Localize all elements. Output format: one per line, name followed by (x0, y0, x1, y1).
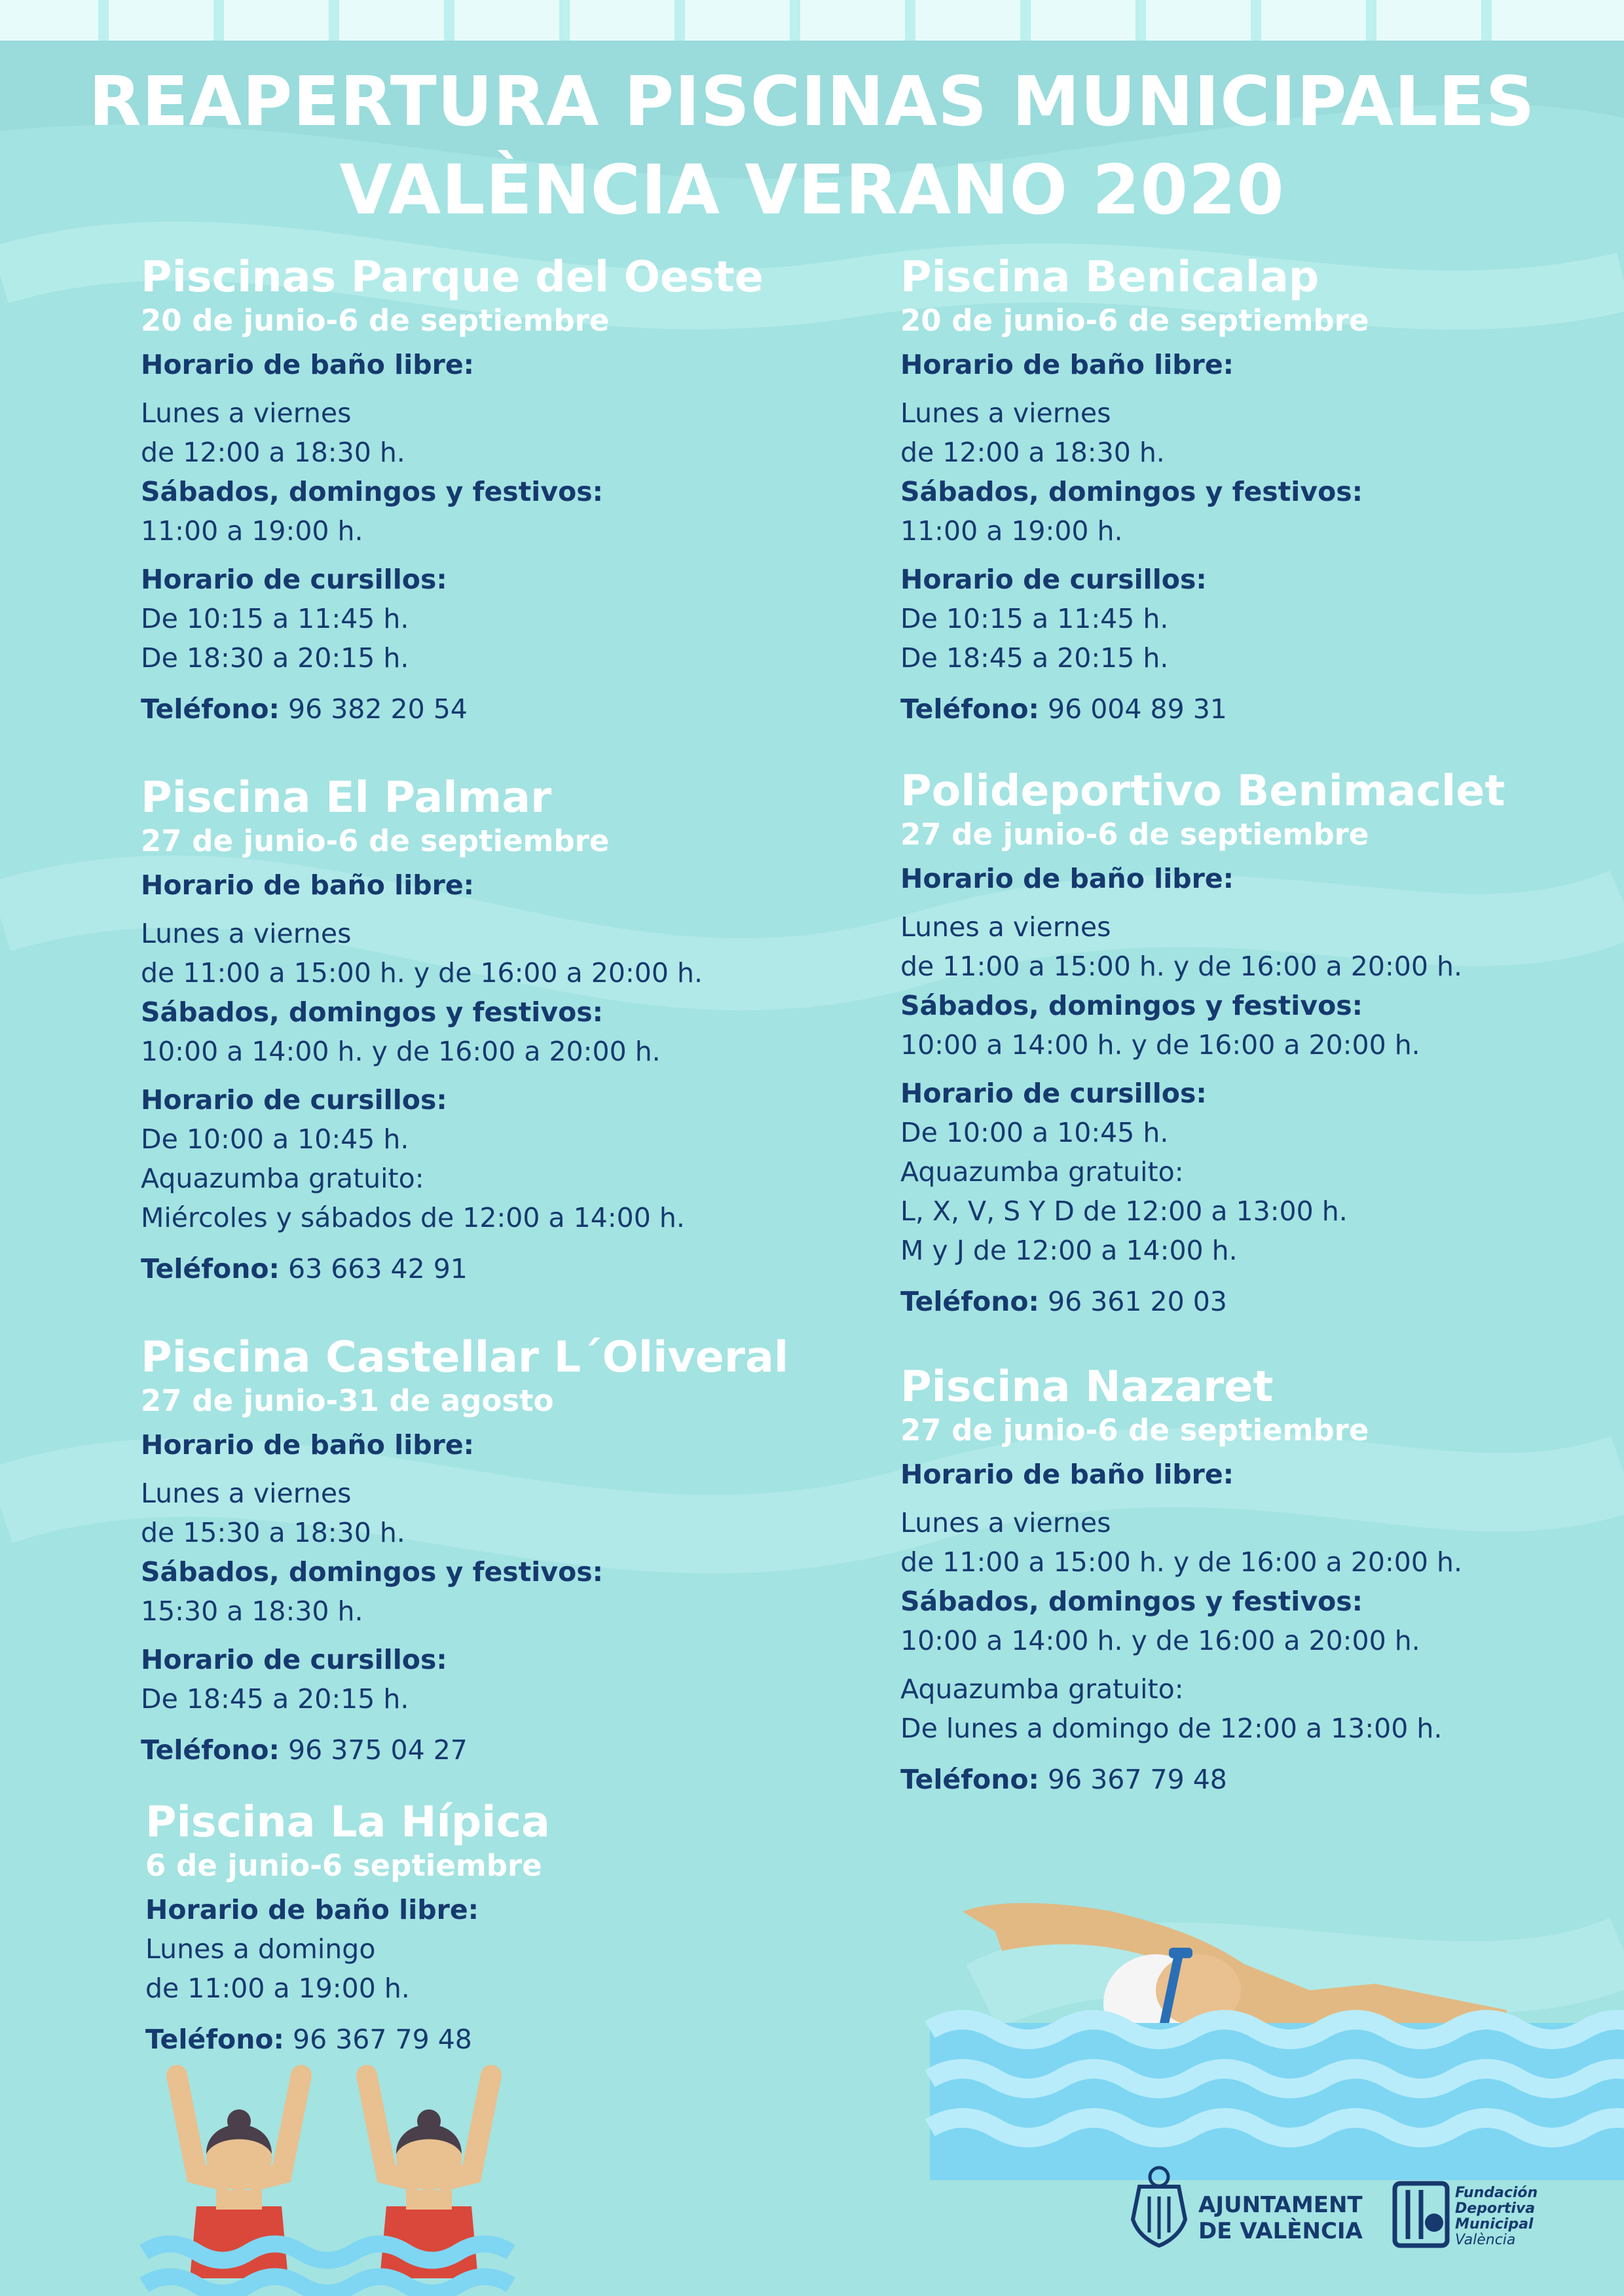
courses-label: Horario de cursillos: (141, 564, 447, 595)
weekdays-hours: de 11:00 a 15:00 h. y de 16:00 a 20:00 h. (900, 1546, 1462, 1578)
weekend-hours: 15:30 a 18:30 h. (141, 1595, 363, 1627)
fundacion-logo-text (1455, 2185, 1538, 2248)
phone-number: 96 361 20 03 (1048, 1286, 1227, 1317)
weekdays-hours: de 11:00 a 15:00 h. y de 16:00 a 20:00 h. (141, 957, 703, 989)
weekdays-hours: de 15:30 a 18:30 h. (141, 1517, 405, 1548)
aquazumba-hours: De lunes a domingo de 12:00 a 13:00 h. (900, 1713, 1443, 1744)
weekend-label: Sábados, domingos y festivos: (141, 476, 604, 507)
weekdays-hours: de 12:00 a 18:30 h. (141, 437, 405, 468)
pool-name: Piscina La Hípica (145, 1798, 550, 1847)
weekend-label: Sábados, domingos y festivos: (900, 476, 1363, 507)
free-swim-label: Horario de baño libre: (145, 1894, 479, 1925)
weekend-label: Sábados, domingos y festivos: (900, 990, 1363, 1021)
pool-section-nazaret (900, 1362, 1462, 1799)
phone-label: Teléfono: (141, 1734, 280, 1766)
fundacion-line-4: València (1455, 2232, 1516, 2248)
weekdays-label: Lunes a viernes (900, 397, 1111, 429)
weekdays-hours: de 12:00 a 18:30 h. (900, 437, 1165, 468)
pool-dates: 20 de junio-6 de septiembre (900, 303, 1369, 338)
aquazumba-hours: M y J de 12:00 a 14:00 h. (900, 1235, 1238, 1266)
courses-label: Horario de cursillos: (900, 1078, 1207, 1109)
weekend-hours: 11:00 a 19:00 h. (141, 515, 363, 547)
aquazumba-label: Aquazumba gratuito: (141, 1163, 424, 1194)
pool-section-hipica (145, 1797, 550, 2059)
weekend-label: Sábados, domingos y festivos: (900, 1586, 1363, 1617)
pool-section-oeste (141, 252, 764, 729)
pool-name: Piscinas Parque del Oeste (141, 253, 764, 302)
pool-section-castellar (141, 1332, 788, 1770)
pool-section-benicalap (900, 252, 1369, 729)
pool-dates: 6 de junio-6 septiembre (145, 1848, 542, 1883)
phone-number: 96 004 89 31 (1048, 693, 1227, 725)
free-swim-label: Horario de baño libre: (141, 1429, 475, 1461)
ajuntament-line-2: DE VALÈNCIA (1198, 2218, 1363, 2244)
weekdays-label: Lunes a viernes (141, 397, 352, 429)
phone-number: 96 367 79 48 (1048, 1764, 1227, 1795)
weekdays-label: Lunes a viernes (900, 1507, 1111, 1539)
phone-label: Teléfono: (141, 1253, 280, 1285)
weekend-hours: 10:00 a 14:00 h. y de 16:00 a 20:00 h. (141, 1036, 661, 1067)
courses-label: Horario de cursillos: (900, 564, 1207, 595)
free-swim-label: Horario de baño libre: (141, 869, 475, 901)
pool-dates: 27 de junio-6 de septiembre (141, 824, 610, 858)
courses-label: Horario de cursillos: (141, 1644, 447, 1675)
free-swim-label: Horario de baño libre: (141, 349, 475, 380)
aquazumba-label: Aquazumba gratuito: (900, 1673, 1184, 1705)
fundacion-line-1: Fundación (1455, 2185, 1538, 2201)
free-swim-label: Horario de baño libre: (900, 863, 1234, 894)
weekend-label: Sábados, domingos y festivos: (141, 1556, 604, 1588)
weekdays-label: Lunes a domingo (145, 1933, 376, 1965)
course-hours: De 10:15 a 11:45 h. (141, 603, 409, 634)
phone-line (145, 2020, 550, 2059)
phone-number: 96 382 20 54 (288, 693, 468, 725)
pool-name: Piscina Castellar L´Oliveral (141, 1333, 789, 1382)
free-swim-label: Horario de baño libre: (900, 1459, 1234, 1490)
pool-dates: 27 de junio-6 de septiembre (900, 817, 1369, 852)
courses-label: Horario de cursillos: (141, 1084, 447, 1116)
phone-number: 96 367 79 48 (293, 2024, 472, 2055)
pool-section-benimaclet (900, 766, 1505, 1321)
weekend-hours: 10:00 a 14:00 h. y de 16:00 a 20:00 h. (900, 1029, 1420, 1061)
phone-label: Teléfono: (145, 2024, 284, 2055)
fundacion-line-2: Deportiva (1455, 2200, 1536, 2217)
pool-name: Piscina Nazaret (900, 1362, 1274, 1412)
pool-dates: 20 de junio-6 de septiembre (141, 303, 610, 338)
weekdays-label: Lunes a viernes (900, 911, 1111, 943)
page-title-line-2: VALÈNCIA VERANO 2020 (339, 150, 1285, 230)
course-hours: De 18:30 a 20:15 h. (141, 642, 409, 674)
phone-line (141, 1249, 703, 1288)
course-hours: De 10:00 a 10:45 h. (900, 1117, 1169, 1148)
ajuntament-line-1: AJUNTAMENT (1198, 2192, 1363, 2218)
course-hours: De 10:15 a 11:45 h. (900, 603, 1169, 634)
free-swim-label: Horario de baño libre: (900, 349, 1234, 380)
pool-dates: 27 de junio-31 de agosto (141, 1383, 554, 1418)
pool-section-palmar (141, 773, 703, 1288)
phone-line (900, 1760, 1462, 1799)
lane-tiles (0, 0, 1624, 41)
phone-line (141, 689, 764, 729)
weekdays-label: Lunes a viernes (141, 1478, 352, 1509)
course-hours: De 18:45 a 20:15 h. (141, 1683, 409, 1715)
weekdays-hours: de 11:00 a 15:00 h. y de 16:00 a 20:00 h. (900, 951, 1462, 982)
weekend-hours: 10:00 a 14:00 h. y de 16:00 a 20:00 h. (900, 1625, 1420, 1656)
phone-line (900, 1282, 1505, 1321)
phone-label: Teléfono: (900, 1764, 1039, 1795)
course-hours: De 10:00 a 10:45 h. (141, 1123, 409, 1155)
weekdays-label: Lunes a viernes (141, 918, 352, 949)
weekdays-hours: de 11:00 a 19:00 h. (145, 1973, 410, 2004)
phone-label: Teléfono: (900, 1286, 1039, 1317)
phone-label: Teléfono: (141, 693, 280, 725)
aquazumba-hours: L, X, V, S Y D de 12:00 a 13:00 h. (900, 1195, 1348, 1227)
pool-dates: 27 de junio-6 de septiembre (900, 1413, 1369, 1448)
pool-name: Polideportivo Benimaclet (900, 767, 1505, 816)
fundacion-line-3: Municipal (1455, 2216, 1534, 2232)
aquazumba-hours: Miércoles y sábados de 12:00 a 14:00 h. (141, 1202, 685, 1233)
course-hours: De 18:45 a 20:15 h. (900, 642, 1169, 674)
pool-name: Piscina El Palmar (141, 773, 552, 822)
phone-line (900, 689, 1369, 729)
page-title-line-1: REAPERTURA PISCINAS MUNICIPALES (88, 62, 1536, 141)
pool-name: Piscina Benicalap (900, 253, 1320, 302)
phone-label: Teléfono: (900, 693, 1039, 725)
weekend-hours: 11:00 a 19:00 h. (900, 515, 1123, 547)
phone-number: 63 663 42 91 (288, 1253, 468, 1285)
ajuntament-logo-text (1198, 2192, 1363, 2244)
phone-number: 96 375 04 27 (288, 1734, 468, 1766)
aquazumba-label: Aquazumba gratuito: (900, 1156, 1184, 1188)
weekend-label: Sábados, domingos y festivos: (141, 996, 604, 1028)
phone-line (141, 1730, 788, 1770)
